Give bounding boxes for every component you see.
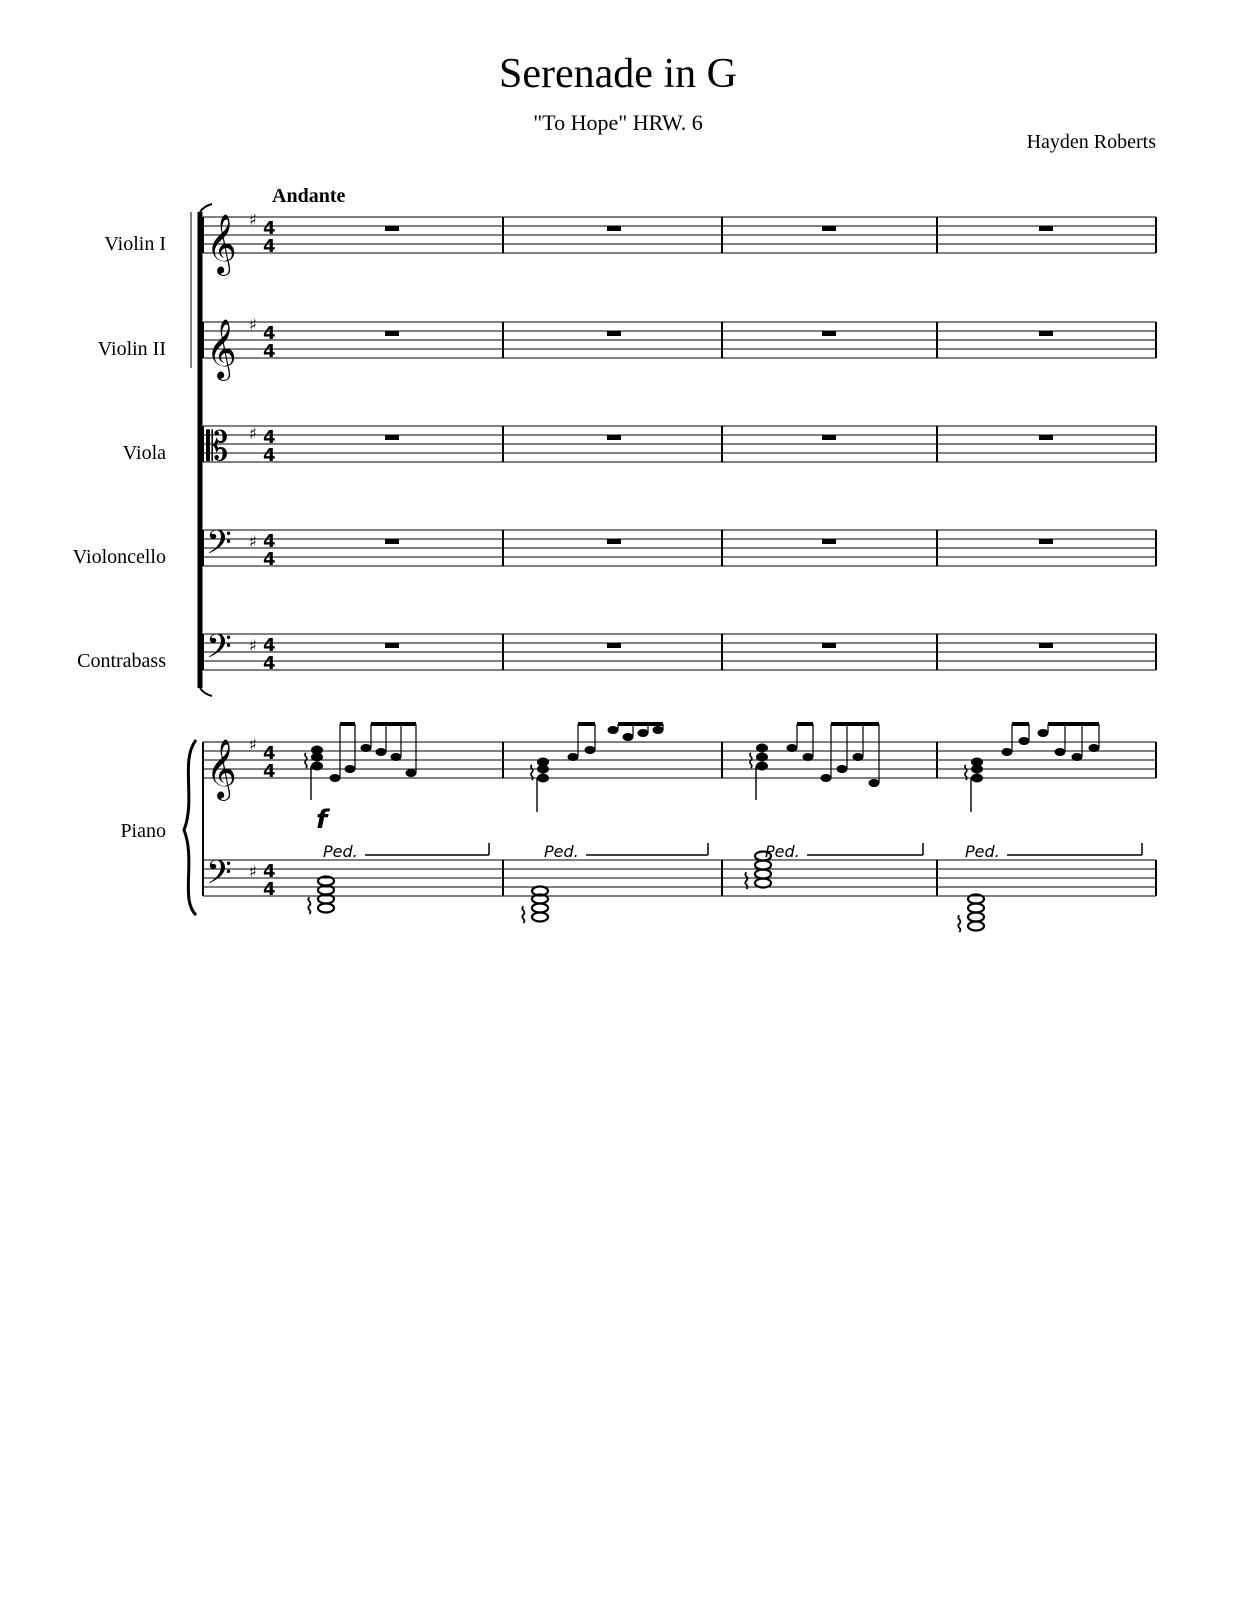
time-signature-bottom: 4 [263, 879, 276, 900]
pedal-mark: Ped. [323, 842, 358, 861]
bracket-bottom-hook [200, 688, 212, 696]
eighth-notehead [869, 779, 880, 787]
chord-notehead [756, 762, 768, 771]
eighth-notehead [638, 729, 649, 737]
whole-rest [607, 331, 621, 336]
pedal-mark: Ped. [765, 842, 800, 861]
eighth-notehead [345, 765, 356, 773]
eighth-notehead [1072, 753, 1083, 761]
treble-clef: 𝄞 [206, 214, 237, 274]
eighth-notehead [1038, 729, 1049, 737]
key-signature-sharp: ♯ [249, 210, 257, 229]
chord-notehead [971, 758, 983, 767]
time-signature-bottom: 4 [263, 549, 276, 570]
whole-rest [385, 435, 399, 440]
chord-notehead [971, 774, 983, 783]
arpeggio-mark: ⌇ [954, 913, 965, 938]
eighth-notehead [821, 774, 832, 782]
whole-notehead [968, 913, 984, 922]
bracket-top-hook [200, 204, 212, 212]
eighth-notehead [853, 753, 864, 761]
dynamic-forte: f [316, 805, 328, 835]
score-title: Serenade in G [499, 51, 737, 97]
whole-notehead [968, 922, 984, 931]
eighth-notehead [1002, 748, 1013, 756]
pedal-mark: Ped. [544, 842, 579, 861]
key-signature-sharp: ♯ [249, 315, 257, 334]
whole-notehead [532, 913, 548, 922]
whole-rest [822, 643, 836, 648]
instrument-label-viola: Viola [122, 442, 166, 464]
whole-rest [385, 226, 399, 231]
whole-notehead [968, 904, 984, 913]
bass-clef: 𝄢 [206, 628, 232, 674]
whole-rest [607, 643, 621, 648]
time-signature-bottom: 4 [263, 653, 276, 674]
time-signature-bottom: 4 [263, 761, 276, 782]
whole-rest [1039, 643, 1053, 648]
chord-notehead [311, 762, 323, 771]
arpeggio-mark: ⌇ [746, 749, 756, 773]
key-signature-sharp: ♯ [249, 424, 257, 443]
treble-clef: 𝄞 [206, 319, 237, 379]
staff-group [184, 204, 1156, 938]
whole-notehead [755, 870, 771, 879]
time-signature-top: 4 [263, 861, 276, 882]
arpeggio-mark: ⌇ [304, 895, 315, 920]
arpeggio-mark: ⌇ [301, 749, 311, 773]
eighth-notehead [837, 765, 848, 773]
whole-notehead [532, 904, 548, 913]
key-signature-sharp: ♯ [249, 735, 257, 754]
time-signature-top: 4 [263, 743, 276, 764]
whole-rest [1039, 331, 1053, 336]
whole-rest [385, 539, 399, 544]
chord-notehead [311, 746, 323, 755]
pedal-mark: Ped. [965, 842, 1000, 861]
eighth-notehead [330, 774, 341, 782]
time-signature-top: 4 [263, 635, 276, 656]
score-subtitle: "To Hope" HRW. 6 [533, 110, 703, 135]
alto-clef: 𝄡 [206, 424, 229, 470]
eighth-notehead [376, 748, 387, 756]
whole-rest [1039, 435, 1053, 440]
eighth-notehead [623, 733, 634, 741]
time-signature-top: 4 [263, 531, 276, 552]
composer-name: Hayden Roberts [1026, 131, 1156, 153]
time-signature-bottom: 4 [263, 341, 276, 362]
whole-rest [607, 539, 621, 544]
whole-rest [607, 435, 621, 440]
chord-notehead [756, 753, 768, 762]
arpeggio-mark: ⌇ [741, 870, 752, 895]
whole-notehead [755, 879, 771, 888]
chord-notehead [756, 744, 768, 753]
instrument-label-contrabass: Contrabass [77, 650, 166, 672]
eighth-notehead [406, 769, 417, 777]
arpeggio-mark: ⌇ [527, 761, 537, 785]
key-signature-sharp: ♯ [249, 532, 257, 551]
whole-rest [822, 331, 836, 336]
eighth-notehead [585, 746, 596, 754]
eighth-notehead [391, 753, 402, 761]
whole-notehead [318, 904, 334, 913]
whole-rest [1039, 226, 1053, 231]
time-signature-bottom: 4 [263, 445, 276, 466]
treble-clef: 𝄞 [206, 739, 237, 799]
eighth-notehead [361, 744, 372, 752]
eighth-notehead [568, 753, 579, 761]
eighth-notehead [1089, 744, 1100, 752]
eighth-notehead [1019, 737, 1030, 745]
instrument-label-piano: Piano [120, 820, 166, 842]
arpeggio-mark: ⌇ [961, 761, 971, 785]
eighth-notehead [787, 744, 798, 752]
whole-rest [385, 331, 399, 336]
bass-clef: 𝄢 [206, 854, 232, 900]
chord-notehead [537, 758, 549, 767]
bass-clef: 𝄢 [206, 524, 232, 570]
time-signature-bottom: 4 [263, 236, 276, 257]
key-signature-sharp: ♯ [249, 636, 257, 655]
eighth-notehead [1055, 748, 1066, 756]
arpeggio-mark: ⌇ [518, 904, 529, 929]
eighth-notehead [653, 726, 664, 734]
whole-rest [822, 435, 836, 440]
eighth-notehead [608, 726, 619, 734]
whole-notehead [755, 861, 771, 870]
instrument-label-violin-1: Violin I [104, 233, 166, 255]
whole-rest [385, 643, 399, 648]
whole-rest [607, 226, 621, 231]
instrument-label-violin-2: Violin II [97, 338, 166, 360]
instrument-label-violoncello: Violoncello [72, 546, 166, 568]
tempo-marking: Andante [272, 185, 346, 207]
eighth-notehead [803, 753, 814, 761]
key-signature-sharp: ♯ [249, 862, 257, 881]
whole-rest [822, 226, 836, 231]
time-signature-top: 4 [263, 427, 276, 448]
piano-brace [184, 740, 196, 915]
time-signature-top: 4 [263, 323, 276, 344]
time-signature-top: 4 [263, 218, 276, 239]
chord-notehead [537, 774, 549, 783]
whole-rest [1039, 539, 1053, 544]
whole-rest [822, 539, 836, 544]
